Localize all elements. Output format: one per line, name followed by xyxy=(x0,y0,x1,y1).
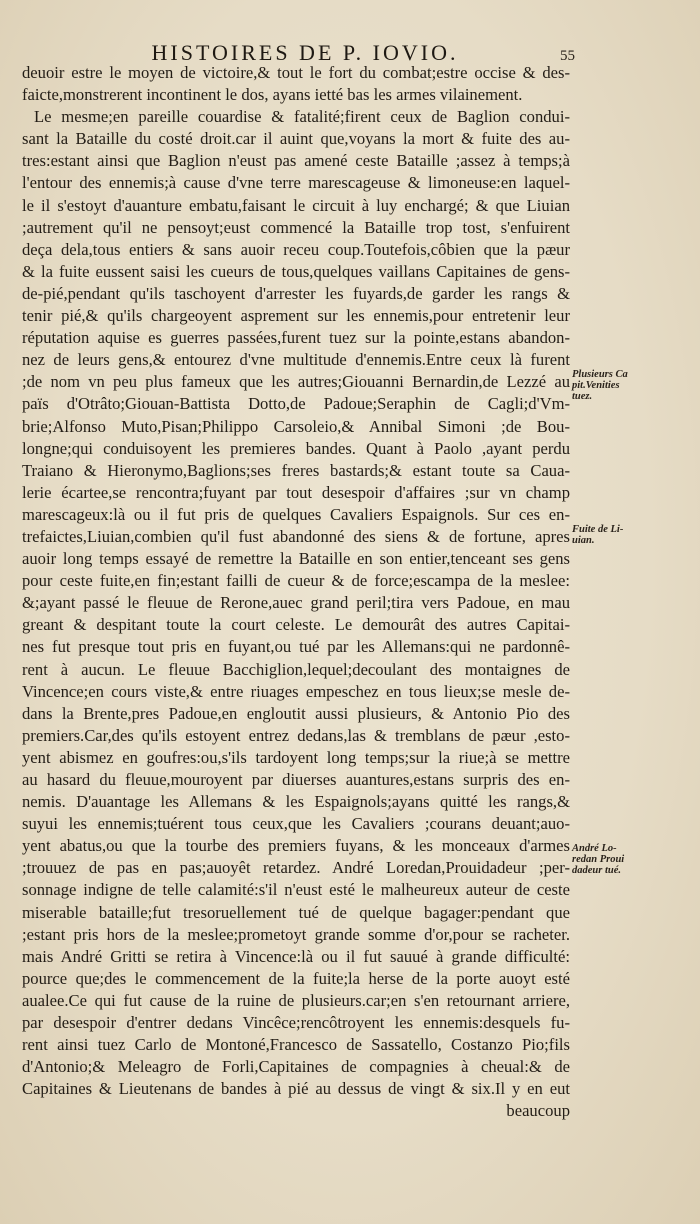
body-text xyxy=(22,62,570,1123)
text-line: l'entour des ennemis;à cause d'vne terre marescageuse & limoneuse:en laquel- xyxy=(22,173,570,193)
text-line: tres:estant ainsi que Baglion n'eust pas amené ceste Bataille ;assez à temps;à xyxy=(22,151,570,171)
marginal-note-line: tuez. xyxy=(572,391,593,402)
catchword: beaucoup xyxy=(506,1101,570,1121)
text-line: mais André Gritti se retira à Vincence:là ou il fut sauué à grande difficulté: xyxy=(22,946,570,966)
marginal-note xyxy=(572,369,664,402)
text-line: de-pié,pendant qu'ils taschoyent d'arrester les fuyards,de garder les rangs & xyxy=(22,283,570,303)
text-line: miserable bataille;fut tresoruellement tué de quelque bagager:pendant que xyxy=(22,902,570,922)
text-line: païs d'Otrâto;Giouan-Battista Dotto,de Padoue;Seraphin de Cagli;d'Vm- xyxy=(22,394,570,414)
page-number: 55 xyxy=(560,48,575,64)
marginal-note-line: dadeur tué. xyxy=(572,865,622,876)
text-line: ;de nom vn peu plus fameux que les autres;Giouanni Bernardin,de Lezzé au xyxy=(22,372,570,392)
text-line: deuoir estre le moyen de victoire,& tout le fort du combat;estre occise & des- xyxy=(22,63,570,82)
text-line: Capitaines & Lieutenans de bandes à pié au dessus de vingt & six.Il y en eut xyxy=(22,1079,570,1099)
text-line: aualee.Ce qui fut cause de la ruine de plusieurs.car;en s'en retournant arriere, xyxy=(22,990,570,1010)
text-line: yent abismez en goufres:ou,s'ils tardoyent long temps;sur la riue;à se mettre xyxy=(22,747,570,767)
text-line: Traiano & Hieronymo,Baglions;ses freres bastards;& estant toute sa Caua- xyxy=(22,460,570,480)
marginal-note-line: redan Proui xyxy=(572,854,625,865)
text-line: dans la Brente,pres Padoue,en engloutit aussi plusieurs, & Antonio Pio des xyxy=(22,703,570,723)
text-line: ;autrement qu'il ne pensoyt;eust commencé la Bataille trop tost, s'enfuirent xyxy=(22,217,570,237)
marginal-note-line: Fuite de Li- xyxy=(572,524,624,535)
text-line: suyui les ennemis;tuérent tous ceux,que les Cavaliers ;courans deuant;auo- xyxy=(22,814,570,834)
text-line: d'Antonio;& Meleagro de Forli,Capitaines de compagnies à cheual:& de xyxy=(22,1057,570,1077)
marginal-note-line: pit.Venities xyxy=(572,380,620,391)
text-line: Le mesme;en pareille couardise & fatalité;firent ceux de Baglion condui- xyxy=(34,107,570,127)
text-line: ;estant pris hors de la meslee;prometoyt grande somme d'or,pour se racheter. xyxy=(22,924,570,944)
text-line: &;ayant passé le fleuue de Rerone,auec grand peril;tira vers Padoue, en mau xyxy=(22,593,570,613)
text-line: au hasard du fleuue,mouroyent par diuerses auantures,estans surpris des en- xyxy=(22,770,570,789)
text-line: sant la Bataille du costé droit.car il auint que,voyans la mort & fuite des au- xyxy=(22,129,570,149)
text-line: & la fuite eussent saisi les cueurs de tous,quelques vaillans Capitaines de gens- xyxy=(22,261,570,281)
text-line: marescageux:là ou il fut pris de quelques Cavaliers Espaignols. Sur ces en- xyxy=(22,504,570,524)
text-line: ;trouuez de pas en pas;auoyêt retardez. André Loredan,Prouidadeur ;per- xyxy=(22,858,570,878)
text-line: pour ceste fuite,en fin;estant failli de cueur & de force;escampa de la meslee: xyxy=(22,571,570,591)
text-line: réputation aquise es guerres passées,furent tuez sur la pointe,estans abandon- xyxy=(22,328,570,348)
text-line: nemis. D'auantage les Allemans & les Espaignols;ayans quitté les rangs,& xyxy=(22,792,570,812)
text-line: longne;qui conduisoyent les premieres bandes. Quant à Paolo ,ayant perdu xyxy=(22,438,570,458)
text-line: brie;Alfonso Muto,Pisan;Philippo Carsoleio,& Annibal Simoni ;de Bou- xyxy=(22,416,570,436)
text-line: greant & despitant toute la court celeste. Le demourât des autres Capitai- xyxy=(22,615,570,635)
text-line: rent ainsi tuez Carlo de Montoné,Francesco de Sassatello, Costanzo Pio;fils xyxy=(22,1035,570,1055)
text-line: auoir long temps essayé de remettre la Bataille en son entier,tenceant ses gens xyxy=(22,549,570,569)
text-line: premiers.Car,des qu'ils estoyent entrez dedans,las & tremblans de pæur ,esto- xyxy=(22,725,570,745)
text-line: lerie écartee,se rencontra;fuyant par tout desespoir d'affaires ;sur vn champ xyxy=(22,482,570,502)
marginal-note-line: uian. xyxy=(572,535,595,546)
marginal-note xyxy=(572,843,664,876)
text-line: faicte,monstrerent incontinent le dos, ayans ietté bas les armes vilainement. xyxy=(22,85,523,105)
text-line: sonnage indigne de telle calamité:s'il n'eust esté le malheureux auteur de ceste xyxy=(22,880,570,900)
running-head: HISTOIRES DE P. IOVIO. xyxy=(151,40,459,65)
text-line: trefaictes,Liuian,combien qu'il fust abandonné des siens & de fortune, apres xyxy=(22,526,570,546)
text-line: deça dela,tous entiers & sans auoir receu coup.Toutefois,côbien que la pæur xyxy=(22,239,570,259)
text-line: rent à aucun. Le fleuue Bacchiglion,lequel;decoulant des montaignes de xyxy=(22,659,570,679)
text-line: tenir pié,& qu'ils chargeoyent asprement sur les ennemis,pour entretenir leur xyxy=(22,306,570,326)
marginal-note xyxy=(572,524,664,546)
text-line: nes fut presque tout pris en fuyant,ou tué par les Allemans:qui ne pardonnê- xyxy=(22,637,570,657)
marginal-note-line: Plusieurs Ca xyxy=(572,369,628,380)
text-line: yent abatus,ou que la tourbe des premiers fuyans, & les monceaux d'armes xyxy=(22,836,570,856)
marginal-note-line: André Lo- xyxy=(572,843,617,854)
text-line: pource que;des le commencement de la fuite;la herse de la porte auoyt esté xyxy=(22,968,570,988)
text-line: le il s'estoyt d'auanture embatu,faisant le circuit à luy enchargé; & que Liuian xyxy=(22,195,570,215)
text-line: par desespoir d'entrer dedans Vincêce;rencôtroyent les ennemis:desquels fu- xyxy=(22,1013,570,1033)
text-line: nez de leurs gens,& entourez d'vne multitude d'ennemis.Entre ceux là furent xyxy=(22,350,570,370)
text-line: Vincence;en cours viste,& entre riuages empeschez en tous lieux;se mesle de- xyxy=(22,681,570,701)
